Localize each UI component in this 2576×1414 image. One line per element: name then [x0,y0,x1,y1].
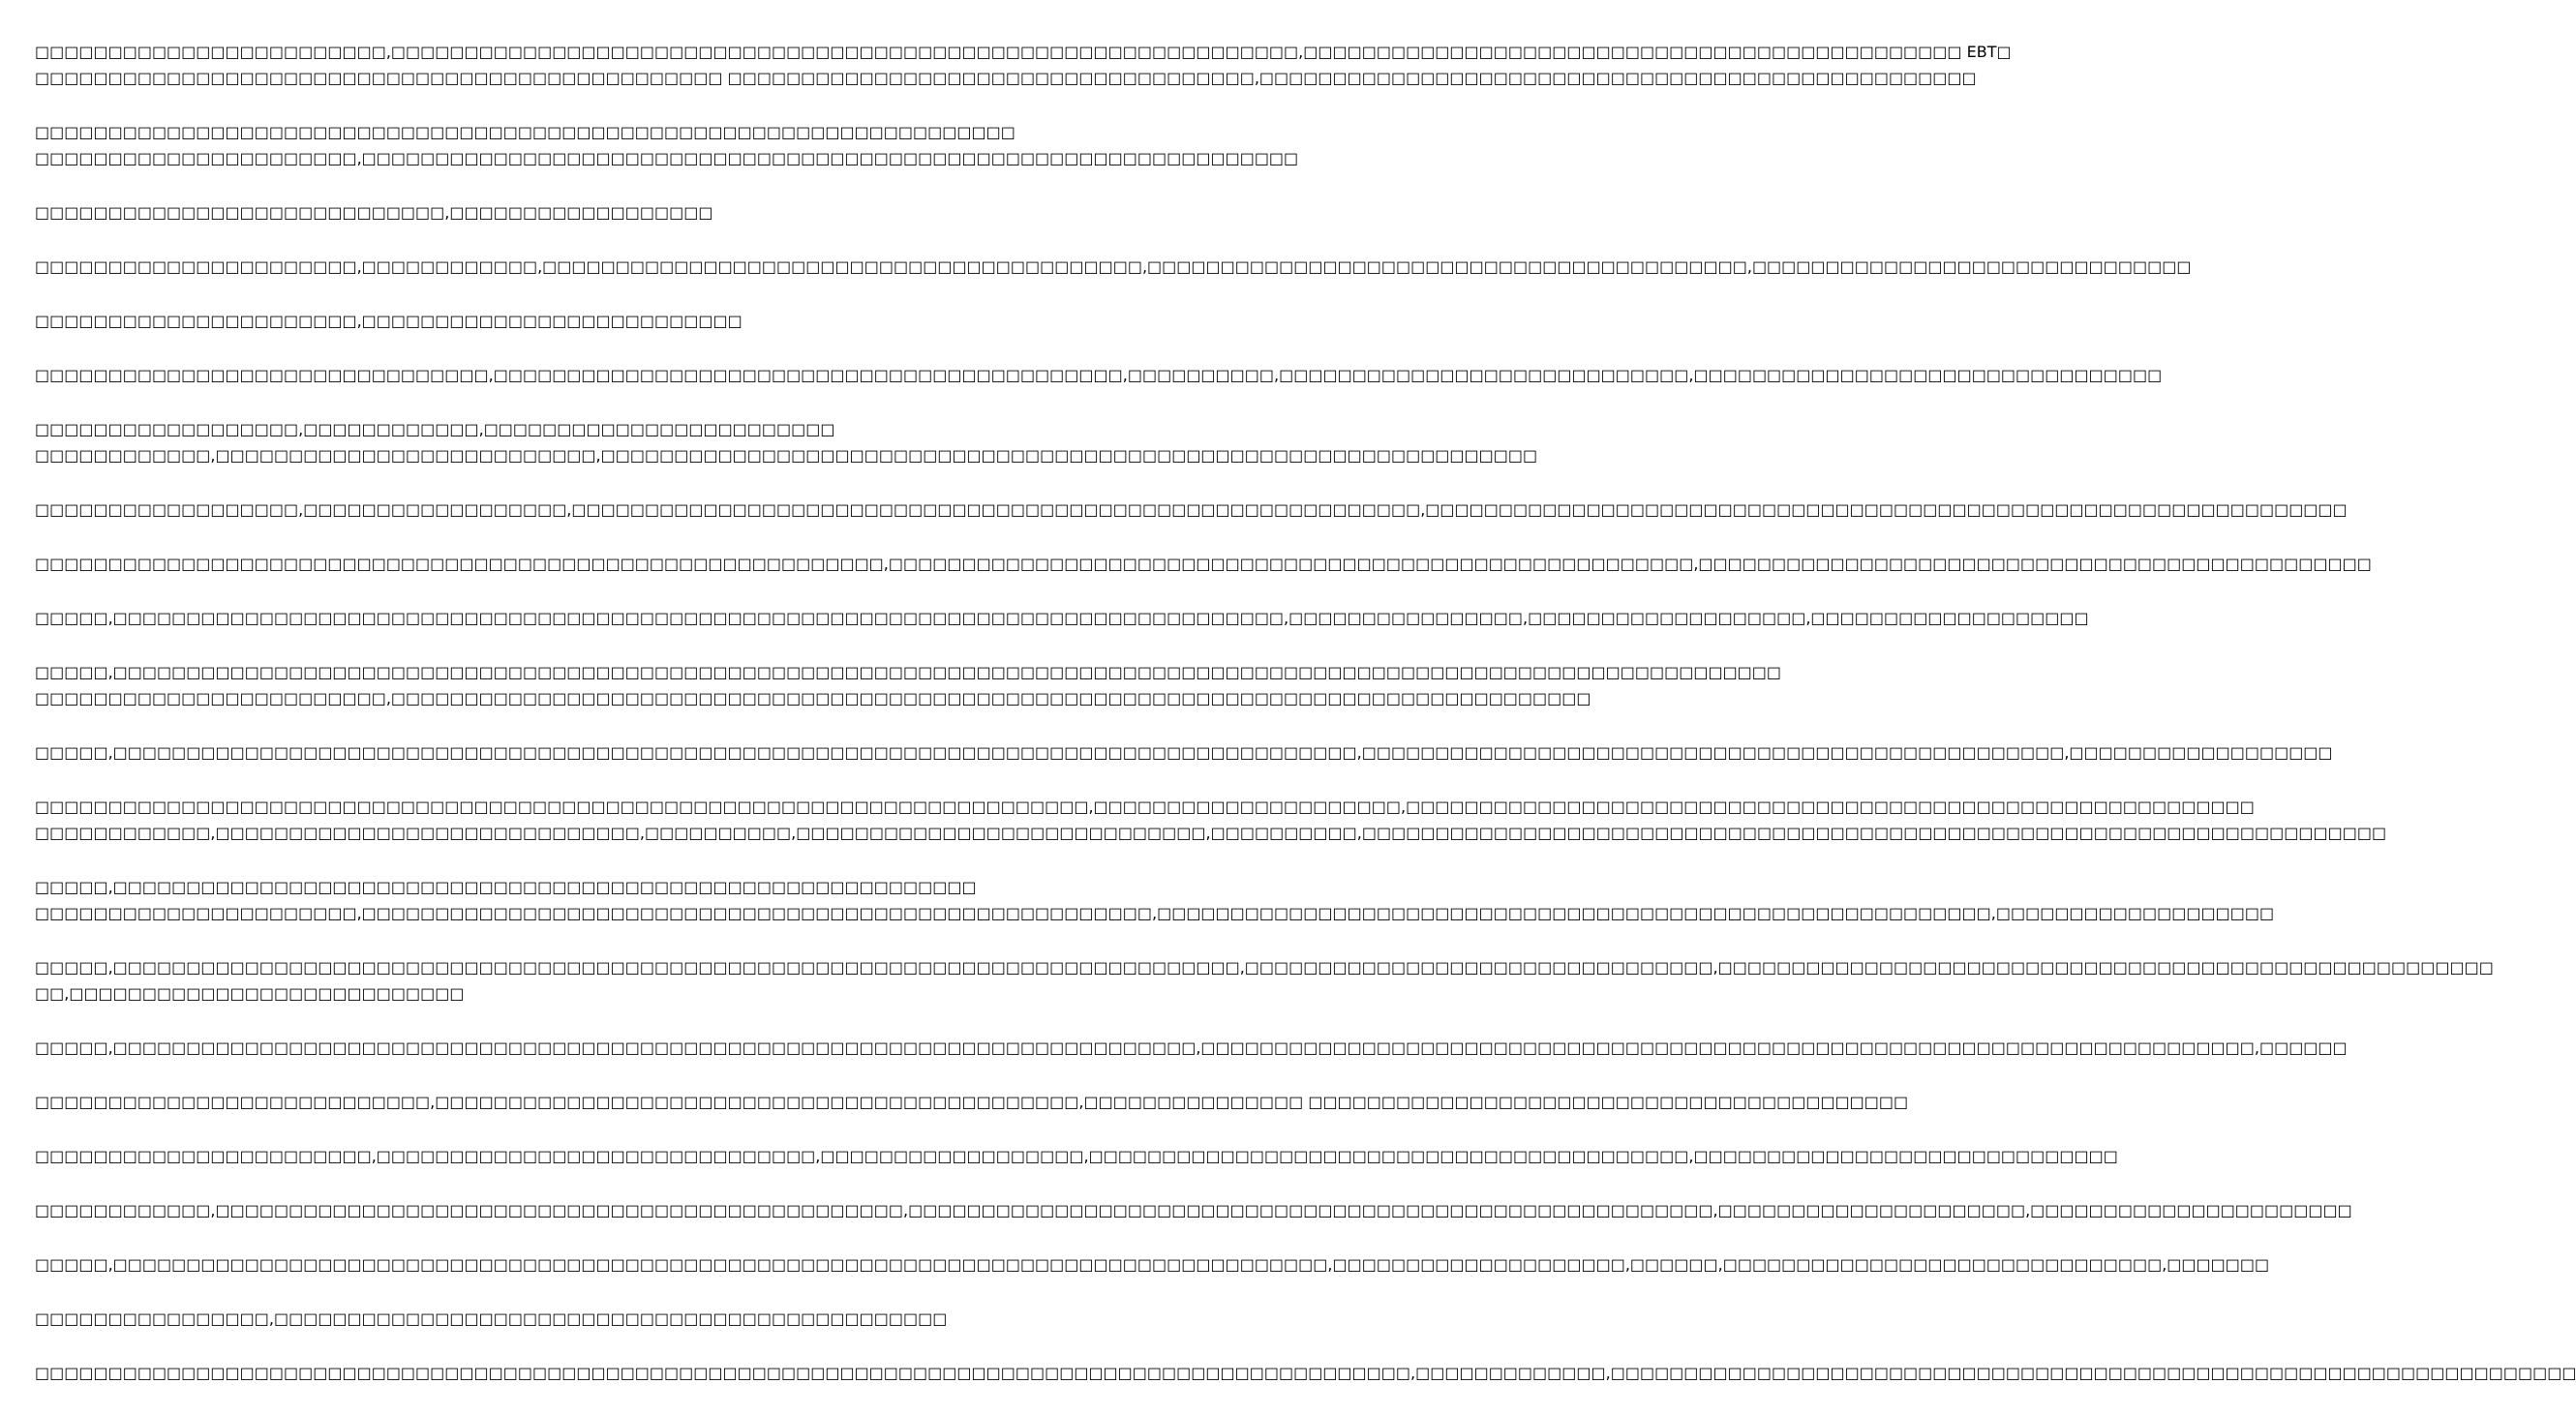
text-line: □□□□□□□□□□□□□□□□□□,□□□□□□□□□□□□,□□□□□□□□□□□□□□□□□□□□□□□□ [35,420,835,438]
paragraph [35,119,1299,171]
paragraph [35,1251,2270,1278]
paragraph [35,874,2275,926]
text-line: □□□□□□□□□□□□□□□□,□□□□□□□□□□□□□□□□□□□□□□□□□□□□□□□□□□□□□□□□□□□□□□ [35,1309,948,1328]
text-line: □□□□□□□□□□□□,□□□□□□□□□□□□□□□□□□□□□□□□□□,□□□□□□□□□□□□□□□□□□□□□□□□□□□□□□□□□□□□□□□□□□□□□□□□□□□□□□□□□□□□□□□□ [35,446,1538,465]
paragraph [35,416,1538,468]
text-line: □□□□□□□□□□□□□□□□□□□□□□□□□□□□□□□,□□□□□□□□□□□□□□□□□□□□□□□□□□□□□□□□□□□□□□□□□□□,□□□□□□□□□□,□□□□□□□□□□□□□□□□□□□□□□□□□□□□,□□□□□□□□□□□□□□□□□□□□□□□□□□□□□□□□ [35,366,2163,384]
paragraph [35,605,2089,631]
paragraph [35,1089,1909,1115]
text-line: □□□□□□□□□□□□□□□□□□□□□□,□□□□□□□□□□□□□□□□□□□□□□□□□□ [35,312,742,330]
text-line: □□□□□□□□□□□□,□□□□□□□□□□□□□□□□□□□□□□□□□□□□□□□□□□□□□□□□□□□□□□□,□□□□□□□□□□□□□□□□□□□□□□□□□□□□□□□□□□□□□□□□□□□□□□□□□□□□□□□,□□□□□□□□□□□□□□□□□□□□□,□□□□□□□□□□□□□□□□□□□□□□ [35,1201,2352,1219]
paragraph [35,794,2387,846]
text-line: □□□□□□□□□□□□□□□□□□□□□□□□,□□□□□□□□□□□□□□□□□□□□□□□□□□□□□□□□□□□□□□□□□□□□□□□□□□□□□□□□□□□□□□□□□□□□□□□□□□□□□□□□□□ [35,689,1591,707]
text-line: □□□□□□□□□□□□□□□□□□□□□□□□□□□,□□□□□□□□□□□□□□□□□□□□□□□□□□□□□□□□□□□□□□□□□□□□,□□□□□□□□□□□□□□□ □□□□□□□□□□□□□□□□□□□□□□□□□□□□□□□□□□□□□□□□□ [35,1093,1909,1111]
text-line: □□□□□,□□□□□□□□□□□□□□□□□□□□□□□□□□□□□□□□□□□□□□□□□□□□□□□□□□□□□□□□□□□□□□□□□□□□□□□□□□,□□□□□□□□□□□□□□□□□□□□□□□□□□□□□□□□□□□□□□□□□□□□□□□□□□□□□□□□□□□□□□□□□□□□□□□□,□□□□□□ [35,1038,2348,1057]
paragraph [35,362,2163,388]
text-line: □□□□□,□□□□□□□□□□□□□□□□□□□□□□□□□□□□□□□□□□□□□□□□□□□□□□□□□□□□□□□□□□□ [35,878,977,896]
paragraph [35,551,2372,577]
document-page [35,39,2576,1414]
paragraph [35,254,2192,280]
text-line: □□□□□□□□□□□□□□□□□□□□□□□□□□□□,□□□□□□□□□□□□□□□□□□ [35,203,713,222]
text-line: □□□□□□□□□□□□□□□□□□,□□□□□□□□□□□□□□□□□□,□□□□□□□□□□□□□□□□□□□□□□□□□□□□□□□□□□□□□□□□□□□□□□□□□□□□□□□□□□,□□□□□□□□□□□□□□□□□□□□□□□□□□□□□□□□□□□□□□□□□□□□□□□□□□□□□□□□□□□□□□□ [35,500,2348,519]
text-line: □□□□□,□□□□□□□□□□□□□□□□□□□□□□□□□□□□□□□□□□□□□□□□□□□□□□□□□□□□□□□□□□□□□□□□□□□□□□□□□□□□□,□□□□□□□□□□□□□□□□□□□□□□□□□□□□□□□□,□□□□□□□□□□□□□□□□□□□□□□□□□□□□□□□□□□□□□□□□□□□□□□□□□□□□□ [35,958,2494,977]
paragraph [35,739,2333,766]
paragraph [35,199,958,226]
paragraph [35,1360,2576,1386]
text-line: □□□□□,□□□□□□□□□□□□□□□□□□□□□□□□□□□□□□□□□□□□□□□□□□□□□□□□□□□□□□□□□□□□□□□□□□□□□□□□□□□□□□□□□□□□□□□□□□□□□□□□□□□□□□□□□□□□□□□□□□ [35,663,1782,681]
text-line: □□□□□,□□□□□□□□□□□□□□□□□□□□□□□□□□□□□□□□□□□□□□□□□□□□□□□□□□□□□□□□□□□□□□□□□□□□□□□□□□□□□□□□□□□□□,□□□□□□□□□□□□□□□□□□□□□□□□□□□□□□□□□□□□□□□□□□□□□□□□,□□□□□□□□□□□□□□□□□□ [35,743,2333,762]
text-line: □□□□□□□□□□□□□□□□□□□□□□□□□□□□□□□□□□□□□□□□□□□□□□□□□□□□□□□□□□□□□□□□□□□ [35,123,1015,141]
paragraph [35,659,1782,711]
text-line: □□□□□,□□□□□□□□□□□□□□□□□□□□□□□□□□□□□□□□□□□□□□□□□□□□□□□□□□□□□□□□□□□□□□□□□□□□□□□□□□□□□□□□,□□□□□□□□□□□□□□□□,□□□□□□□□□□□□□□□□□□□,□□□□□□□□□□□□□□□□□□□ [35,609,2089,627]
paragraph [35,308,958,334]
text-line: □□□□□□□□□□□□□□□□□□□□□□□,□□□□□□□□□□□□□□□□□□□□□□□□□□□□□□,□□□□□□□□□□□□□□□□□□,□□□□□□□□□□□□□□□□□□□□□□□□□□□□□□□□□□□□□□□□□,□□□□□□□□□□□□□□□□□□□□□□□□□□□□□ [35,1147,2118,1165]
text-line: □□□□□□□□□□□□□□□□□□□□□□,□□□□□□□□□□□□□□□□□□□□□□□□□□□□□□□□□□□□□□□□□□□□□□□□□□□□□□□□□□□□□□□□ [35,149,1299,167]
text-line: □□□□□□□□□□□□□□□□□□□□□□□□,□□□□□□□□□□□□□□□□□□□□□□□□□□□□□□□□□□□□□□□□□□□□□□□□□□□□□□□□□□□□□□,□□□□□□□□□□□□□□□□□□□□□□□□□□□□□□□□□□□□□□□□□□□□□ EBT□ [35,43,2012,61]
paragraph [35,1143,2118,1169]
paragraph [35,1306,958,1332]
text-line: □□□□□□□□□□□□□□□□□□□□□□,□□□□□□□□□□□□□□□□□□□□□□□□□□□□□□□□□□□□□□□□□□□□□□□□□□□□□□,□□□□□□□□□□□□□□□□□□□□□□□□□□□□□□□□□□□□□□□□□□□□□□□□□□□□□□□□□,□□□□□□□□□□□□□□□□□□□ [35,904,2275,922]
text-line: □□□□□□□□□□□□,□□□□□□□□□□□□□□□□□□□□□□□□□□□□□,□□□□□□□□□□,□□□□□□□□□□□□□□□□□□□□□□□□□□□□,□□□□□□□□□□,□□□□□□□□□□□□□□□□□□□□□□□□□□□□□□□□□□□□□□□□□□□□□□□□□□□□□□□□□□□□□□□□□□□□□□ [35,824,2387,842]
paragraph [35,496,2348,523]
paragraph [35,954,2494,1007]
text-line: □□□□□□□□□□□□□□□□□□□□□□□□□□□□□□□□□□□□□□□□□□□□□□□□□□□□□□□□□□□□□□□□□□□□□□□□,□□□□□□□□□□□□□□□□□□□□□,□□□□□□□□□□□□□□□□□□□□□□□□□□□□□□□□□□□□□□□□□□□□□□□□□□□□□□□□□□ [35,797,2255,816]
text-line: □□□□□□□□□□□□□□□□□□□□□□□□□□□□□□□□□□□□□□□□□□□□□□□□□□□□□□□□□□,□□□□□□□□□□□□□□□□□□□□□□□□□□□□□□□□□□□□□□□□□□□□□□□□□□□□□□□,□□□□□□□□□□□□□□□□□□□□□□□□□□□□□□□□□□□□□□□□□□□□□□ [35,555,2372,573]
text-line: □□□□□□□□□□□□□□□□□□□□□□□□□□□□□□□□□□□□□□□□□□□□□□□ □□□□□□□□□□□□□□□□□□□□□□□□□□□□□□□□□□□□,□□□□□□□□□□□□□□□□□□□□□□□□□□□□□□□□□□□□□□□□□□□□□□□□□ [35,69,1977,87]
text-line: □□□□□□□□□□□□□□□□□□□□□□,□□□□□□□□□□□□,□□□□□□□□□□□□□□□□□□□□□□□□□□□□□□□□□□□□□□□□□,□□□□□□□□□□□□□□□□□□□□□□□□□□□□□□□□□□□□□□□□□,□□□□□□□□□□□□□□□□□□□□□□□□□□□□□□ [35,257,2192,276]
paragraph [35,1035,2348,1061]
text-line: □□□□□□□□□□□□□□□□□□□□□□□□□□□□□□□□□□□□□□□□□□□□□□□□□□□□□□□□□□□□□□□□□□□□□□□□□□□□□□□□□□□□□□□□□□□□□□,□□□□□□□□□□□□□,□□□□□□□□□□□□□□□□□□□□□□□□□□□□□□□□□□□□□□□□□□□□□□□□□□□□□□□□□□□□□□□□□□ [35,1364,2576,1382]
text-line: □□,□□□□□□□□□□□□□□□□□□□□□□□□□□□ [35,984,465,1003]
text-line: □□□□□,□□□□□□□□□□□□□□□□□□□□□□□□□□□□□□□□□□□□□□□□□□□□□□□□□□□□□□□□□□□□□□□□□□□□□□□□□□□□□□□□□□□,□□□□□□□□□□□□□□□□□□□□,□□□□□□,□□□□□□□□□□□□□□□□□□□□□□□□□□□□□□,□□□□□□□ [35,1255,2270,1274]
paragraph [35,1197,2352,1223]
paragraph [35,39,2012,91]
